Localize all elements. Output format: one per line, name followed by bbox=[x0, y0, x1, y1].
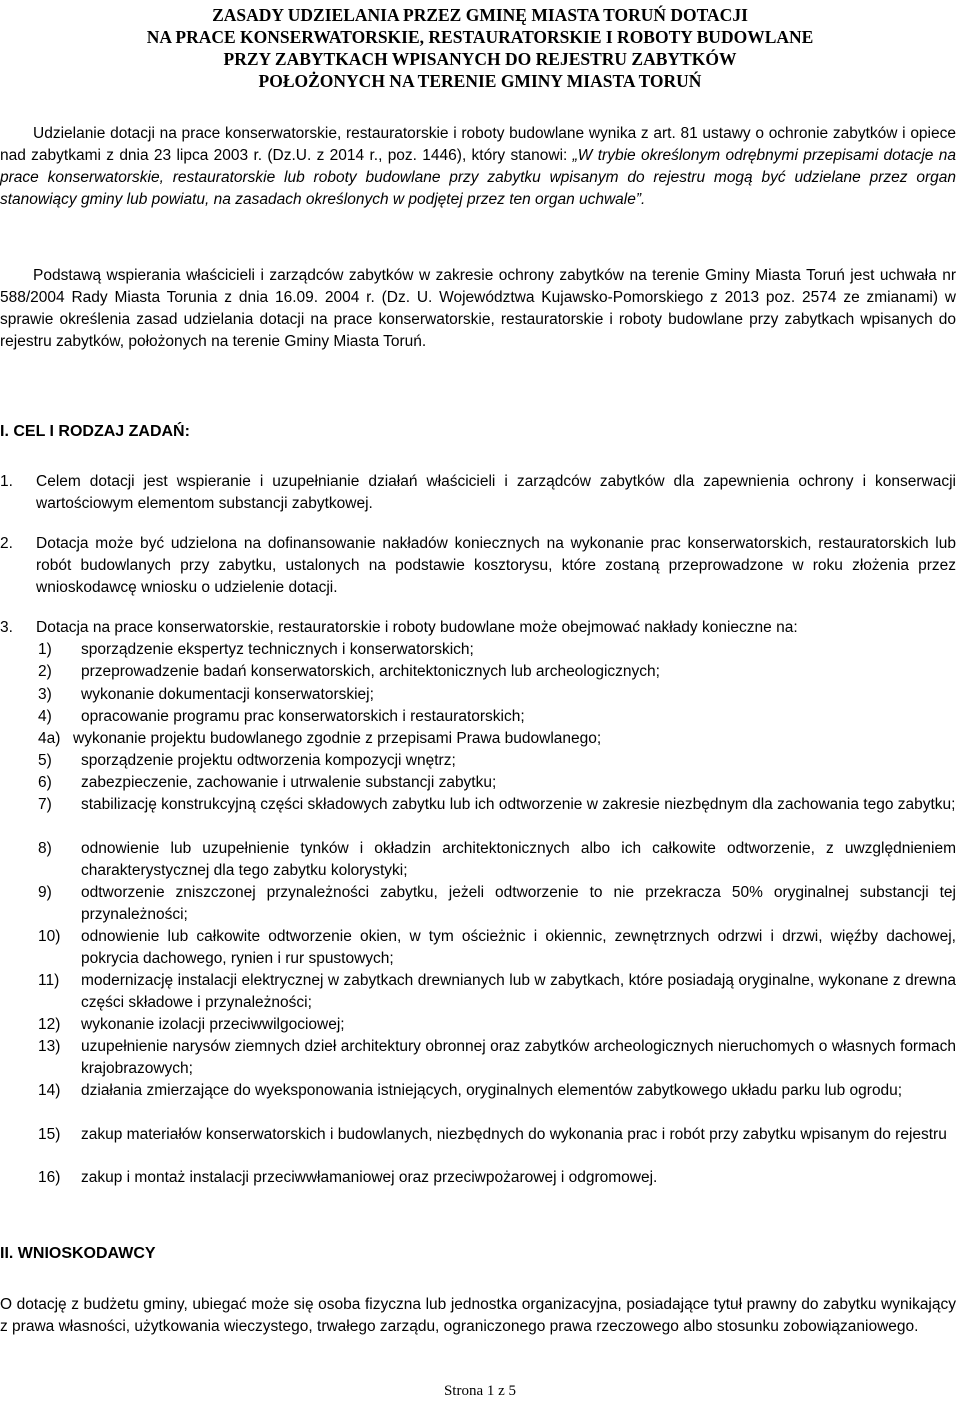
subitem bbox=[38, 1124, 956, 1146]
subitem-text: wykonanie izolacji przeciwwilgociowej; bbox=[81, 1016, 345, 1033]
subitem-text: zakup materiałów konserwatorskich i budowlanych, niezbędnych do wykonania prac i robót przy zabytku wpisanym do rejestru bbox=[81, 1126, 947, 1143]
title-line: POŁOŻONYCH NA TERENIE GMINY MIASTA TORUŃ bbox=[258, 71, 702, 91]
subitem bbox=[38, 684, 956, 706]
subitem-text: zakup i montaż instalacji przeciwwłamaniowej oraz przeciwpożarowej i odgromowej. bbox=[81, 1169, 658, 1186]
subitem-number: 16) bbox=[38, 1169, 61, 1186]
subitem bbox=[38, 882, 956, 926]
title-line: NA PRACE KONSERWATORSKIE, RESTAURATORSKIE I ROBOTY BUDOWLANE bbox=[146, 27, 814, 47]
intro-paragraph-legal-basis bbox=[0, 123, 956, 211]
list-item bbox=[0, 471, 956, 515]
item-text: Celem dotacji jest wspieranie i uzupełnianie działań właścicieli i zarządców zabytków dla zapewnienia ochrony i konserwacji wartościowym elementom substancji zabytkowej. bbox=[36, 473, 956, 512]
section-heading-goals: I. CEL I RODZAJ ZADAŃ: bbox=[0, 423, 190, 440]
item-text: Dotacja na prace konserwatorskie, restauratorskie i roboty budowlane może obejmować nakłady konieczne na: bbox=[36, 619, 798, 636]
subitem-text: zabezpieczenie, zachowanie i utrwalenie substancji zabytku; bbox=[81, 774, 497, 791]
resolution-text: Podstawą wspierania właścicieli i zarządców zabytków w zakresie ochrony zabytków na terenie Gminy Miasta Toruń jest uchwała nr 588/2004 Rady Miasta Torunia z dnia 16.09. 2004 r. (Dz. U. Województwa Kujawsko-Pomorskiego z 2013 poz. 2574 ze zmianami) w sprawie określenia zasad udzielania dotacji na prace konserwatorskie, restauratorskie i roboty budowlane przy zabytkach wpisanych do rejestru zabytków, położonych na terenie Gminy Miasta Toruń. bbox=[0, 267, 956, 350]
subitem bbox=[38, 838, 956, 882]
list-item bbox=[0, 533, 956, 599]
subitem bbox=[38, 706, 956, 728]
subitem-text: odnowienie lub uzupełnienie tynków i okładzin architektonicznych albo ich całkowite odtworzenie, z uwzględnieniem charakterystycznej dla tego zabytku kolorystyki; bbox=[81, 840, 956, 879]
item-number: 1. bbox=[0, 473, 13, 490]
subitem-number: 4) bbox=[38, 708, 52, 725]
title-line: ZASADY UDZIELANIA PRZEZ GMINĘ MIASTA TORUŃ DOTACJI bbox=[212, 5, 748, 25]
subitem-text: sporządzenie ekspertyz technicznych i konserwatorskich; bbox=[81, 641, 474, 658]
subitem bbox=[38, 1080, 956, 1102]
subitem-text: opracowanie programu prac konserwatorskich i restauratorskich; bbox=[81, 708, 525, 725]
intro-lead-text: Udzielanie dotacji na prace konserwatorskie, restauratorskie i roboty budowlane wynika z art. 81 ustawy o ochronie zabytków i opiece nad zabytkami z dnia 23 lipca 2003 r. (Dz.U. z 2014 r., poz. 1446), który stanowi: bbox=[0, 125, 956, 164]
subitem-number: 3) bbox=[38, 686, 52, 703]
subitem-text: działania zmierzające do wyeksponowania istniejących, oryginalnych elementów zabytkowego układu parku lub ogrodu; bbox=[81, 1082, 903, 1099]
item-number: 3. bbox=[0, 619, 13, 636]
subitem-text: wykonanie dokumentacji konserwatorskiej; bbox=[81, 686, 374, 703]
subitem-text: odnowienie lub całkowite odtworzenie okien, w tym ościeżnic i okiennic, zewnętrznych odrzwi i drzwi, więźby dachowej, pokrycia dachowego, rynien i rur spustowych; bbox=[81, 928, 956, 967]
subitem-text: stabilizację konstrukcyjną części składowych zabytku lub ich odtworzenie w zakresie niezbędnym dla zachowania tego zabytku; bbox=[81, 796, 956, 813]
statute-quote: „W trybie określonym odrębnymi przepisami dotacje na prace konserwatorskie, restauratorskie lub roboty budowlane przy zabytku wpisanym do rejestru mogą być udzielane przez organ stanowiący gminy lub powiatu, na zasadach określonych w podjętej przez ten organ uchwale”. bbox=[0, 147, 956, 208]
subitem-number: 2) bbox=[38, 663, 52, 680]
applicants-paragraph: O dotację z budżetu gminy, ubiegać może się osoba fizyczna lub jednostka organizacyjna, posiadające tytuł prawny do zabytku wynikający z prawa własności, użytkowania wieczystego, trwałego zarządu, ograniczonego prawa rzeczowego albo stosunku zobowiązaniowego. bbox=[0, 1296, 956, 1335]
subitem-number: 14) bbox=[38, 1082, 61, 1099]
subitem-number: 12) bbox=[38, 1016, 61, 1033]
subitem-number: 15) bbox=[38, 1126, 61, 1143]
subitem-number: 13) bbox=[38, 1038, 61, 1055]
subitem bbox=[38, 970, 956, 1014]
subitem-number: 6) bbox=[38, 774, 52, 791]
subitem-text: wykonanie projektu budowlanego zgodnie z przepisami Prawa budowlanego; bbox=[73, 730, 602, 747]
subitem bbox=[38, 1167, 956, 1189]
subitem bbox=[38, 772, 956, 794]
subitem-text: modernizację instalacji elektrycznej w zabytkach drewnianych lub w zabytkach, które posiadają oryginalne, wykonane z drewna części składowe i przynależności; bbox=[81, 972, 956, 1011]
subitem bbox=[38, 1036, 956, 1080]
subitem-number: 8) bbox=[38, 840, 52, 857]
item-text: Dotacja może być udzielona na dofinansowanie nakładów koniecznych na wykonanie prac konserwatorskich, restauratorskich lub robót budowlanych przy zabytku, ustalonych na podstawie kosztorysu, które zostaną przeprowadzone w roku złożenia przez wnioskodawcę wniosku o udzielenie dotacji. bbox=[36, 535, 956, 596]
subitem-number: 1) bbox=[38, 641, 52, 658]
list-item bbox=[0, 617, 956, 639]
item-number: 2. bbox=[0, 535, 13, 552]
subitem-text: sporządzenie projektu odtworzenia kompozycji wnętrz; bbox=[81, 752, 456, 769]
subitem bbox=[38, 639, 956, 661]
subitem-text: uzupełnienie narysów ziemnych dzieł architektury obronnej oraz zabytków archeologicznych nieruchomych o własnych formach krajobrazowych; bbox=[81, 1038, 956, 1077]
subitem bbox=[38, 750, 956, 772]
document-title bbox=[0, 4, 960, 92]
subitem bbox=[38, 794, 956, 816]
subitem-number: 4a) bbox=[38, 730, 61, 747]
subitem-number: 10) bbox=[38, 928, 61, 945]
subitem-number: 5) bbox=[38, 752, 52, 769]
title-line: PRZY ZABYTKACH WPISANYCH DO REJESTRU ZABYTKÓW bbox=[223, 49, 737, 69]
intro-paragraph-resolution bbox=[0, 265, 956, 353]
subitem-text: odtworzenie zniszczonej przynależności zabytku, jeżeli odtworzenie to nie przekracza 50% oryginalnej substancji tej przynależności; bbox=[81, 884, 956, 923]
subitem bbox=[38, 661, 956, 683]
section-heading-applicants: II. WNIOSKODAWCY bbox=[0, 1245, 156, 1262]
subitem-number: 7) bbox=[38, 796, 52, 813]
page-number: Strona 1 z 5 bbox=[443, 1383, 517, 1399]
subitem-number: 11) bbox=[38, 972, 60, 989]
subitem-number: 9) bbox=[38, 884, 52, 901]
subitem bbox=[38, 728, 956, 750]
subitem-text: przeprowadzenie badań konserwatorskich, architektonicznych lub archeologicznych; bbox=[81, 663, 660, 680]
subitem bbox=[38, 926, 956, 970]
subitem bbox=[38, 1014, 956, 1036]
